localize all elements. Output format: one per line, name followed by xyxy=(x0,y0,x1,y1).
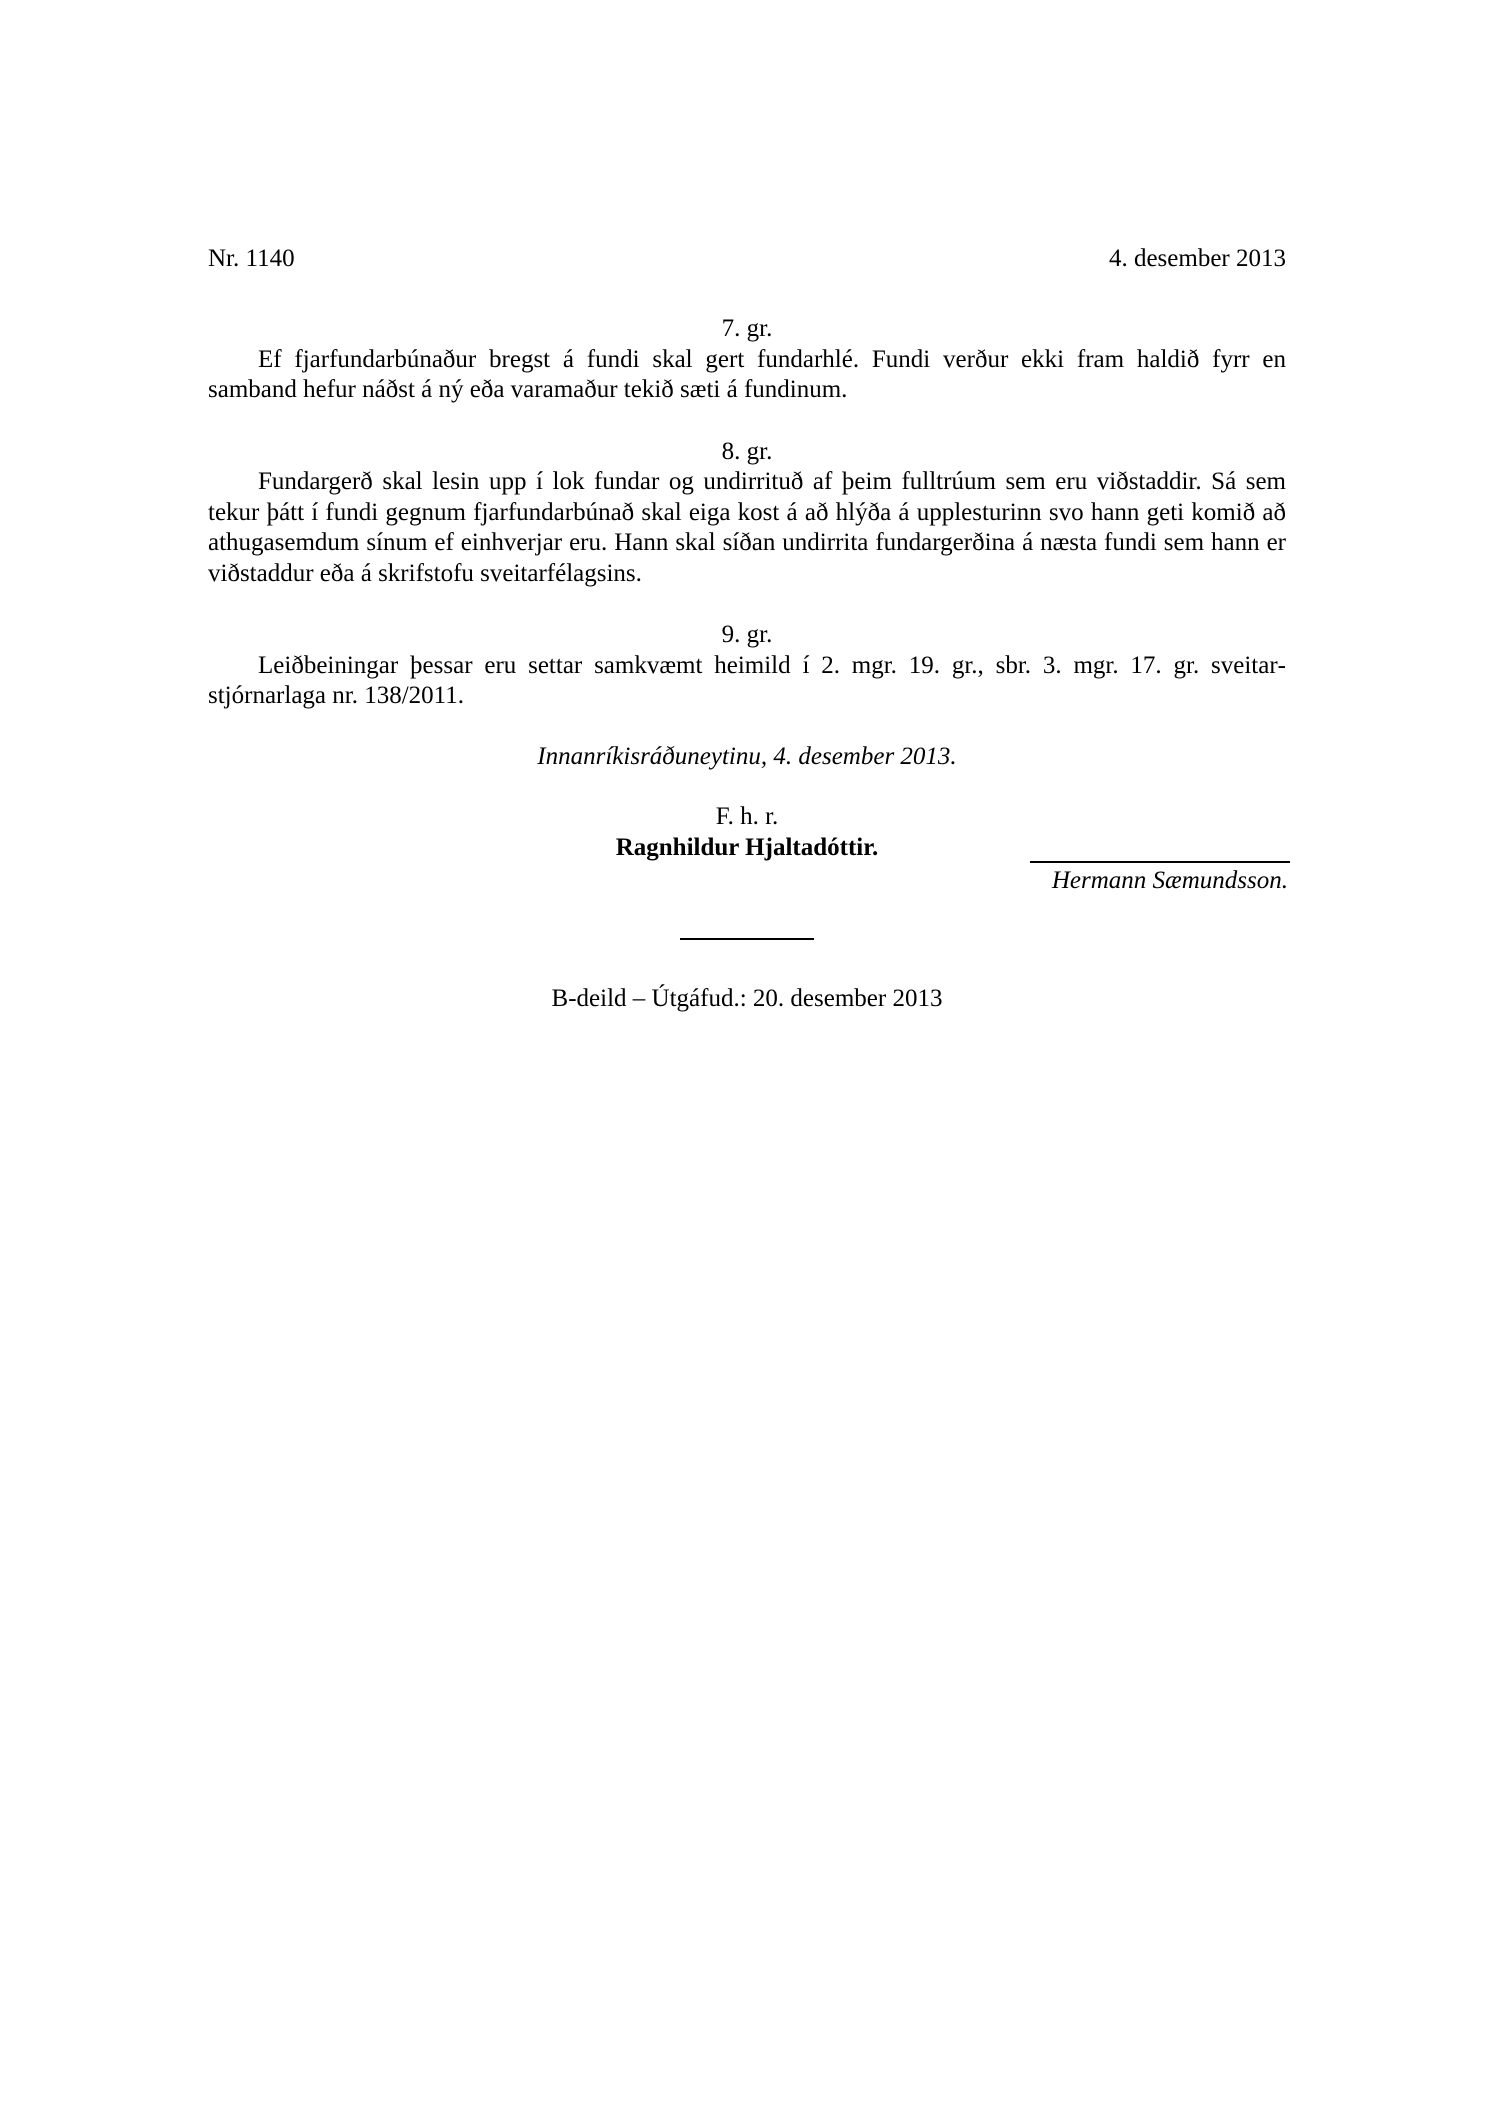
document-number: Nr. 1140 xyxy=(208,245,295,272)
signature-block xyxy=(208,802,1286,912)
article-8 xyxy=(208,437,1286,590)
article-title: 9. gr. xyxy=(721,621,773,648)
signature-line xyxy=(1030,861,1290,863)
primary-signer: Ragnhildur Hjaltadóttir. xyxy=(615,834,879,861)
page-footer: B-deild – Útgáfud.: 20. desember 2013 xyxy=(551,985,943,1012)
section-divider xyxy=(680,938,814,940)
article-text: Fundargerð skal lesin upp í lok fundar og undirrituð af þeim fulltrúum sem eru viðstaddir. Sá sem tekur þátt í fundi gegnum fjarfundarbúnað skal eiga kost á að hlýða á upplesturinn svo hann geti komið að athugasemdum sínum ef einhverjar eru. Hann skal síðan undirrita fundargerðina á næsta fundi sem hann er viðstaddur eða á skrifstofu sveitarfélagsins. xyxy=(208,468,1286,587)
article-title: 7. gr. xyxy=(721,315,773,342)
article-title: 8. gr. xyxy=(721,437,773,465)
secondary-signer: Hermann Sæmundsson. xyxy=(1051,867,1288,894)
document-date: 4. desember 2013 xyxy=(1108,245,1286,272)
page-header xyxy=(208,244,1286,274)
signoff-place-date: Innanríkisráðuneytinu, 4. desember 2013. xyxy=(537,742,957,770)
article-text: Leiðbeiningar þessar eru settar samkvæmt heimild í 2. mgr. 19. gr., sbr. 3. mgr. 17. gr. sveitarstjórnarlaga nr. 138/2011. xyxy=(208,651,1286,709)
on-behalf-of-minister: F. h. r. xyxy=(715,803,779,830)
document-body xyxy=(208,314,1286,912)
article-text: Ef fjarfundarbúnaður bregst á fundi skal gert fundarhlé. Fundi verður ekki fram haldið fyrr en samband hefur náðst á ný eða varamaður tekið sæti á fundinum. xyxy=(208,345,1286,403)
article-7 xyxy=(208,314,1286,406)
article-9 xyxy=(208,620,1286,712)
